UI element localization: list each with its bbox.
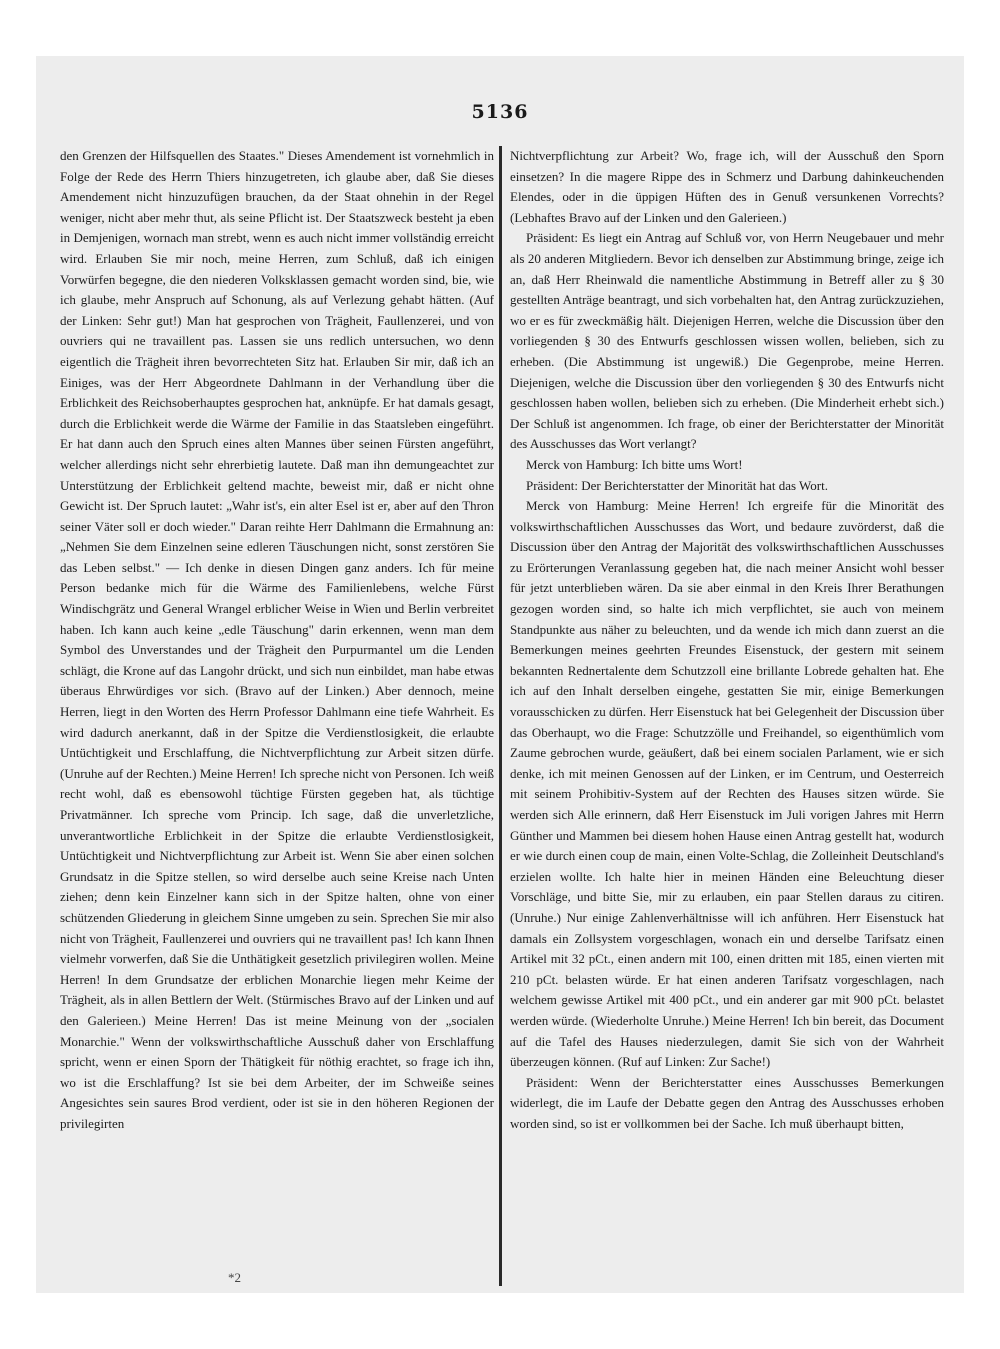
right-paragraph: Nichtverpflichtung zur Arbeit? Wo, frage ich, will der Ausschuß den Sporn einsetzen? In die magere Rippe des in Schmerz und Darbung dahinkeuchenden Elendes, oder in die üppigen Hüften des in Genuß versunkenen Vorrechts? (Lebhaftes Bravo auf der Linken und den Galerieen.) bbox=[510, 148, 944, 225]
right-paragraph: Präsident: Es liegt ein Antrag auf Schluß vor, von Herrn Neugebauer und mehr als 20 anderen Mitgliedern. Bevor ich denselben zur Abstimmung bringe, zeige ich an, daß Herr Rheinwald die namentliche Abstimmung in Betreff aller zu § 30 gestellten Anträge beantragt, und sich vorbehalten hat, den Antrag zurückzuziehen, wo er es für zweckmäßig hält. Diejenigen Herren, welche die Discussion über den vorliegenden § 30 des Entwurfs geschlossen wissen wollen, belieben, sich zu erheben. (Die Abstimmung ist ungewiß.) Die Gegenprobe, meine Herren. Diejenigen, welche die Discussion über den vorliegenden § 30 des Entwurfs nicht geschlossen haben wollen, belieben sich zu erheben. (Die Minderheit erhebt sich.) Der Schluß ist angenommen. Ich frage, ob einer der Berichterstatter der Minorität des Ausschusses das Wort verlangt? bbox=[510, 230, 944, 452]
right-paragraph: Merck von Hamburg: Meine Herren! Ich ergreife für die Minorität des volkswirthschaftlichen Ausschusses das Wort, und bedaure zuvörderst, daß die Discussion über den Antrag der Majorität des volkswirthschaftlichen Ausschusses zu Erörterungen Veranlassung gegeben hat, die nach meiner Ansicht wohl besser für jetzt unterblieben wären. Da sie aber einmal in den Kreis Ihrer Berathungen gezogen worden sind, so halte ich mich verpflichtet, sie auch von meinem Standpunkte aus näher zu beleuchten, und da wende ich mich dann zuerst an die Bemerkungen meines geehrten Freundes Eisenstuck, der gestern mit seinem bekannten Rednertalente dem Schutzzoll eine brillante Lobrede gehalten hat. Ehe ich auf den Inhalt derselben eingehe, gestatten Sie mir, einige Bemerkungen vorausschicken zu dürfen. Herr Eisenstuck hat bei Gelegenheit der Discussion über das Oberhaupt, wo die Frage: Schutzzölle und Freihandel, so eigenthümlich vom Zaume gebrochen wurde, geäußert, daß bei einem socialen Parlament, wie er sich denke, ich mit meinen Genossen auf der Linken, er im Centrum, und Oesterreich mit seinem Prohibitiv-System auf der Rechten des Hauses sitzen würde. Sie werden sich Alle erinnern, daß Herr Eisenstuck im Juli vorigen Jahres mit Herrn Günther und Mammen bei diesem hohen Hause einen Antrag gestellt hat, wodurch er wie durch einen coup de main, einen Volte-Schlag, die Zolleinheit Deutschland's erzielen wollte. Ich halte hier in meinen Händen eine Beleuchtung dieser Vorschläge, und bitte Sie, mir zu erlauben, ein paar Stellen daraus zu citiren. (Unruhe.) Nur einige Zahlenverhältnisse will ich anführen. Herr Eisenstuck hat damals ein Zollsystem vorgeschlagen, wonach ein und derselbe Tarifsatz einen Artikel mit 32 pCt., einen andern mit 100, einen dritten mit 185, einen vierten mit 210 pCt. belasten würde. Er hat einen anderen Tarifsatz vorgeschlagen, nach welchem gewisse Artikel mit 400 pCt., und ein anderer gar mit 900 pCt. belastet werden würde. (Wiederholte Unruhe.) Meine Herren! Ich bin bereit, das Document auf die Tafel des Hauses niederzulegen, damit Sie sich von der Wahrheit überzeugen können. (Ruf auf Linken: Zur Sache!) bbox=[510, 498, 944, 1070]
page-number: 5136 bbox=[471, 101, 529, 123]
right-paragraph: Merck von Hamburg: Ich bitte ums Wort! bbox=[526, 456, 743, 472]
right-paragraph: Präsident: Wenn der Berichterstatter eines Ausschusses Bemerkungen widerlegt, die im Laufe der Debatte gegen den Antrag des Ausschusses erhoben worden sind, so ist er vollkommen bei der Sache. Ich muß überhaupt bitten, bbox=[510, 1074, 944, 1131]
left-column bbox=[60, 146, 494, 1276]
left-paragraph: den Grenzen der Hilfsquellen des Staates." Dieses Amendement ist vornehmlich in Folge der Rede des Herrn Thiers hinzugetreten, ich glaube aber, daß Sie dieses Amendement nicht hinzuzufügen brauchen, da der Staat ohnehin in der Regel weniger, nicht aber mehr thut, als seine Pflicht ist. Der Staatszweck besteht ja eben in Demjenigen, wornach man strebt, wenn es auch nicht immer vollständig erreicht wird. Erlauben Sie mir noch, meine Herren, zum Schluß, daß ich einigen Vorwürfen begegne, die den niederen Volksklassen gemacht worden sind, bie, wie ich glaube, mehr Anspruch auf Schonung, als auf Verlezung gehabt hätten. (Auf der Linken: Sehr gut!) Man hat gesprochen von Trägheit, Faullenzerei, und von ouvriers qui ne travaillent pas. Lassen sie uns redlich untersuchen, wo denn eigentlich die Trägheit ihren bevorrechteten Sitz hat. Erlauben Sir mir, daß ich an Einiges, was der Herr Abgeordnete Dahlmann in der Verhandlung über die Erblichkeit des Reichsoberhauptes gesprochen hat, anknüpfe. Er hat damals gesagt, durch die Erblichkeit werde die Wärme der Familie in das Staatsleben eingeführt. Er hat dann auch den Spruch eines alten Mannes über seinen Fürsten angeführt, welcher allerdings nicht sehr ehrerbietig lautete. Daß man ihn demungeachtet zur Unterstützung der Erblichkeit geltend machte, beweist mir, daß er nicht ohne Gewicht ist. Der Spruch lautet: „Wahr ist's, ein alter Esel ist er, aber auf den Thron seiner Väter soll er doch wieder." Daran reihte Herr Dahlmann die Ermahnung an: „Nehmen Sie dem Einzelnen seine edleren Täuschungen nicht, sonst zerstören Sie das Leben selbst." — Ich denke in diesen Dingen ganz anders. Ich für meine Person bedanke mich für die Wärme des Familienlebens, welche Fürst Windischgrätz und General Wrangel erblicher Weise in Wien und Berlin verbreitet haben. Ich kann auch keine „edle Täuschung" darin erkennen, wenn man dem Symbol des Unverstandes und der Trägheit den Purpurmantel um die Lenden schlägt, die Krone auf das Langohr drückt, und sich nun einbildet, man habe etwas überaus Ehrwürdiges vor sich. (Bravo auf der Linken.) Aber dennoch, meine Herren, liegt in den Worten des Herrn Professor Dahlmann eine tiefe Wahrheit. Es wird dadurch anerkannt, daß in der Spitze die Verdienstlosigkeit, die erlaubte Untüchtigkeit und Erschlaffung, die Nichtverpflichtung zur Arbeit sitzen dürfe. (Unruhe auf der Rechten.) Meine Herren! Ich spreche nicht von Personen. Ich weiß recht wohl, daß es ebensowohl tüchtige Fürsten gegeben hat, als tüchtige Privatmänner. Ich spreche vom Princip. Ich sage, daß die unverletzliche, unverantwortliche Erblichkeit in der Spitze die erlaubte Verdienstlosigkeit, Untüchtigkeit und Nichtverpflichtung zur Arbeit ist. Wenn Sie aber einen solchen Grundsatz in die Spitze stellen, so wird derselbe auch seine Kreise nach Unten ziehen; denn kein Einzelner kann sich in der Spitze halten, ohne von einer schützenden Gliederung in gleichem Sinne umgeben zu sein. Sprechen Sie mir also nicht von Trägheit, Faullenzerei und ouvriers qui ne travaillent pas! Ich kann Ihnen vielmehr vorwerfen, daß Sie die Unthätigkeit gesetzlich privilegiren wollen. Meine Herren! In dem Grundsatze der erblichen Monarchie liegen mehr Keime der Trägheit, als in allen Bettlern der Welt. (Stürmisches Bravo auf der Linken und auf den Galerieen.) Meine Herren! Das ist meine Meinung von der „socialen Monarchie." Wenn der volkswirthschaftliche Ausschuß daher von Erschlaffung spricht, wenn er einen Sporn der Thätigkeit für nöthig erachtet, so frage ich ihn, wo ist die Erschlaffung? Ist sie bei dem Arbeiter, der im Schweiße seines Angesichtes sein saures Brod verdient, oder ist sie in den höheren Regionen der privilegirten bbox=[60, 148, 494, 1131]
right-column bbox=[510, 146, 944, 1276]
printer-signature: *2 bbox=[228, 1270, 241, 1285]
column-divider bbox=[499, 146, 502, 1286]
right-paragraph: Präsident: Der Berichterstatter der Minorität hat das Wort. bbox=[526, 477, 828, 493]
